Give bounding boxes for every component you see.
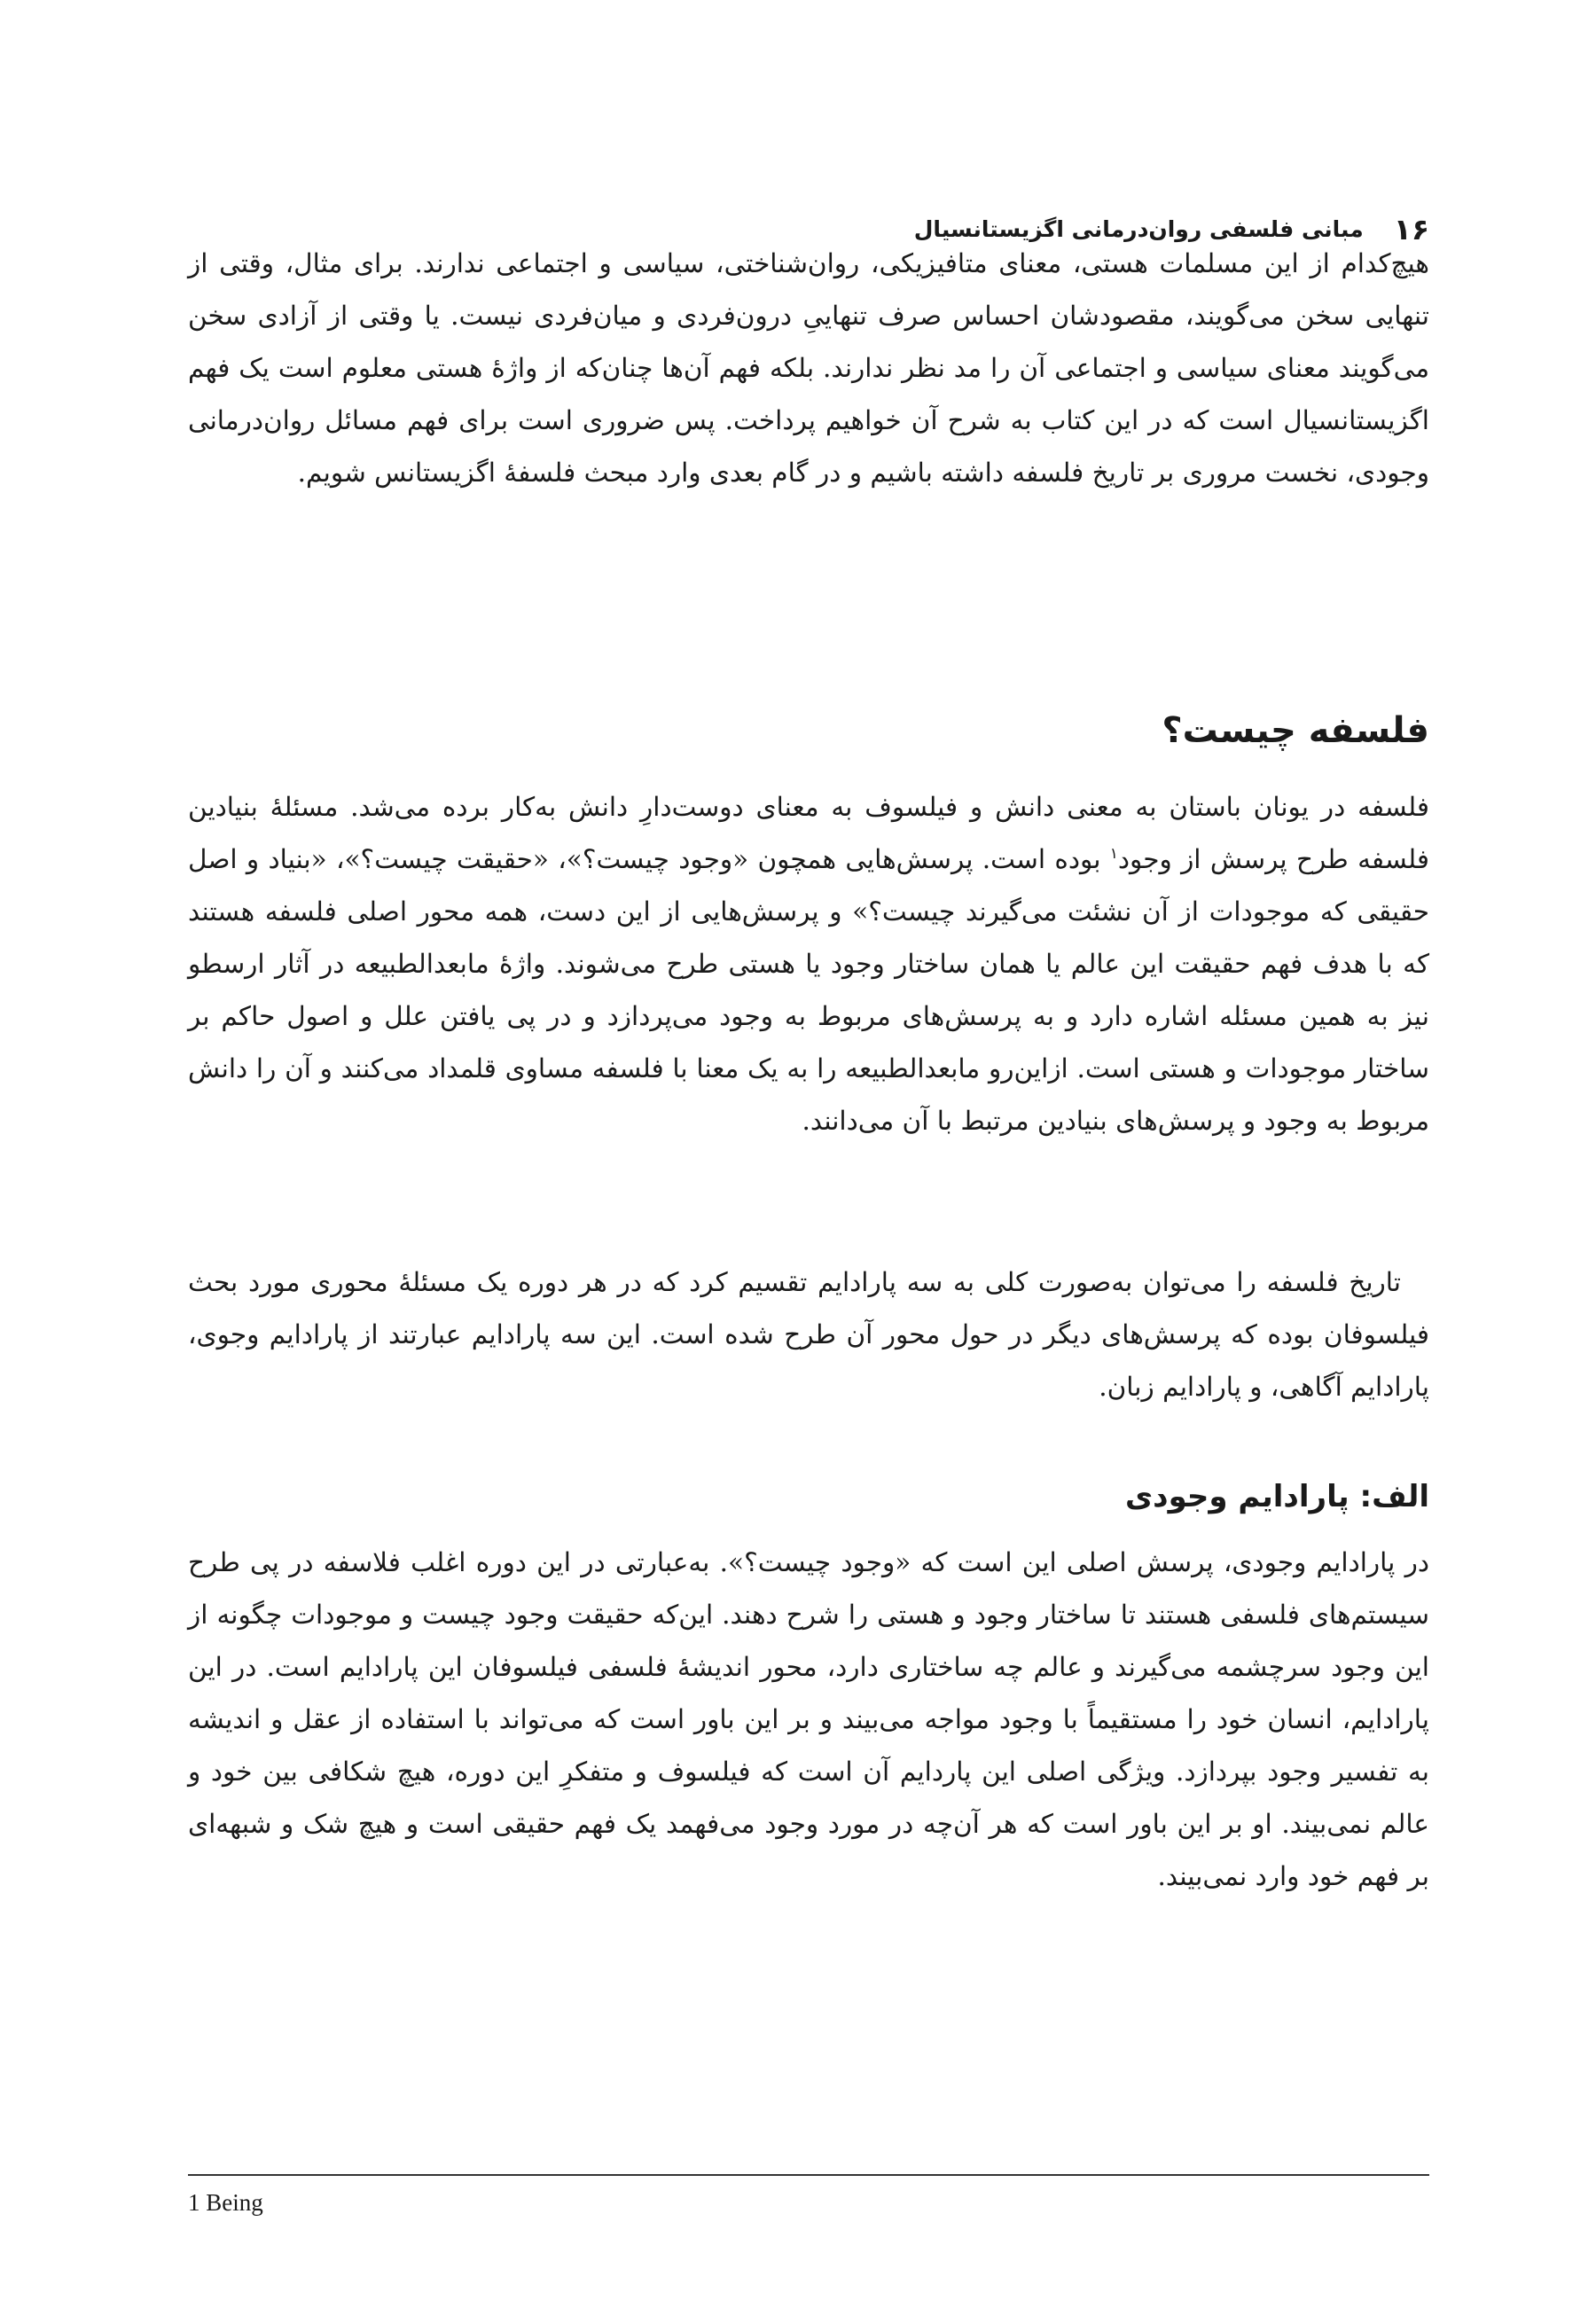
footnote: 1 Being [188,2189,263,2216]
ontological-paradigm-paragraph: در پارادایم وجودی، پرسش اصلی این است که «وجود چیست؟». به‌عبارتی در این دوره اغلب فلاسفه در پی طرح سیستم‌های فلسفی هستند تا ساختار وجود و هستی را شرح دهند. این‌که حقیقت وجود چیست و موجودات چگونه از این وجود سرچشمه می‌گیرند و عالم چه ساختاری دارد، محور اندیشهٔ فلسفی فیلسوفان این پارادایم است. در این پارادایم، انسان خود را مستقیماً با وجود مواجه می‌بیند و بر این باور است که می‌تواند با استفاده از عقل و اندیشه به تفسیر وجود بپردازد. ویژگی اصلی این پاردایم آن است که فیلسوف و متفکرِ این دوره، هیچ شکافی بین خود و عالم نمی‌بیند. او بر این باور است که هر آن‌چه در مورد وجود می‌فهمد یک فهم حقیقی است و هیچ شک و شبهه‌ای بر فهم خود وارد نمی‌بیند. [188,1547,1429,1891]
page-number: ۱۶ [1393,211,1429,246]
intro-paragraph: هیچ‌کدام از این مسلمات هستی، معنای متافیزیکی، روان‌شناختی، سیاسی و اجتماعی ندارند. برای مثال، وقتی از تنهایی سخن می‌گویند، مقصودشان احساس صرف تنهاییِ درون‌فردی و میان‌فردی نیست. یا وقتی از آزادی سخن می‌گویند معنای سیاسی و اجتماعی آن را مد نظر ندارند. بلکه فهم آن‌ها چنان‌که از واژهٔ هستی معلوم است یک فهم اگزیستانسیال است که در این کتاب به شرح آن خواهیم پرداخت. پس ضروری است برای فهم مسائل روان‌درمانی وجودی، نخست مروری بر تاریخ فلسفه داشته باشیم و در گام بعدی وارد مبحث فلسفهٔ اگزیستانس شویم. [188,248,1430,488]
heading-what-is-philosophy: فلسفه چیست؟ [1162,710,1429,751]
philosophy-paragraph-1-end: بوده است. پرسش‌هایی همچون «وجود چیست؟»، «حقیقت چیست؟»، «بنیاد و اصل حقیقی که موجودات از آن نشئت می‌گیرند چیست؟» و پرسش‌هایی از این دست، همه محور اصلی فلسفه هستند که با هدف فهم حقیقت این عالم یا همان ساختار وجود یا هستی طرح می‌شوند. واژهٔ مابعدالطبیعه در آثار ارسطو نیز به همین مسئله اشاره دارد و به پرسش‌های مربوط به وجود می‌پردازد و در پی یافتن علل و اصول حاکم بر ساختار موجودات و هستی است. ازاین‌رو مابعدالطبیعه را به یک معنا با فلسفه مساوی قلمداد می‌کنند و آن را دانش مربوط به وجود و پرسش‌های بنیادین مرتبط با آن می‌دانند. [188,844,1429,1136]
running-title: مبانی فلسفی روان‌درمانی اگزیستانسیال [913,215,1364,242]
footnote-divider [188,2174,1429,2176]
philosophy-paragraph-2: تاریخ فلسفه را می‌توان به‌صورت کلی به سه پارادایم تقسیم کرد که در هر دوره یک مسئلهٔ محوری مورد بحث فیلسوفان بوده که پرسش‌های دیگر در حول محور آن طرح شده است. این سه پارادایم عبارتند از پارادایم وجوی، پارادایم آگاهی، و پارادایم زبان. [188,1267,1429,1402]
philosophy-paragraph-1 [188,781,1429,1147]
footnote-reference: ۱ [1109,845,1118,864]
heading-ontological-paradigm: الف: پارادایم وجودی [1124,1479,1429,1514]
philosophy-paragraph-1-start: فلسفه در یونان باستان به معنی دانش و فیلسوف به معنای دوست‌دارِ دانش به‌کار برده می‌شد. مسئلهٔ بنیادین فلسفه طرح پرسش از وجود [188,792,1429,874]
